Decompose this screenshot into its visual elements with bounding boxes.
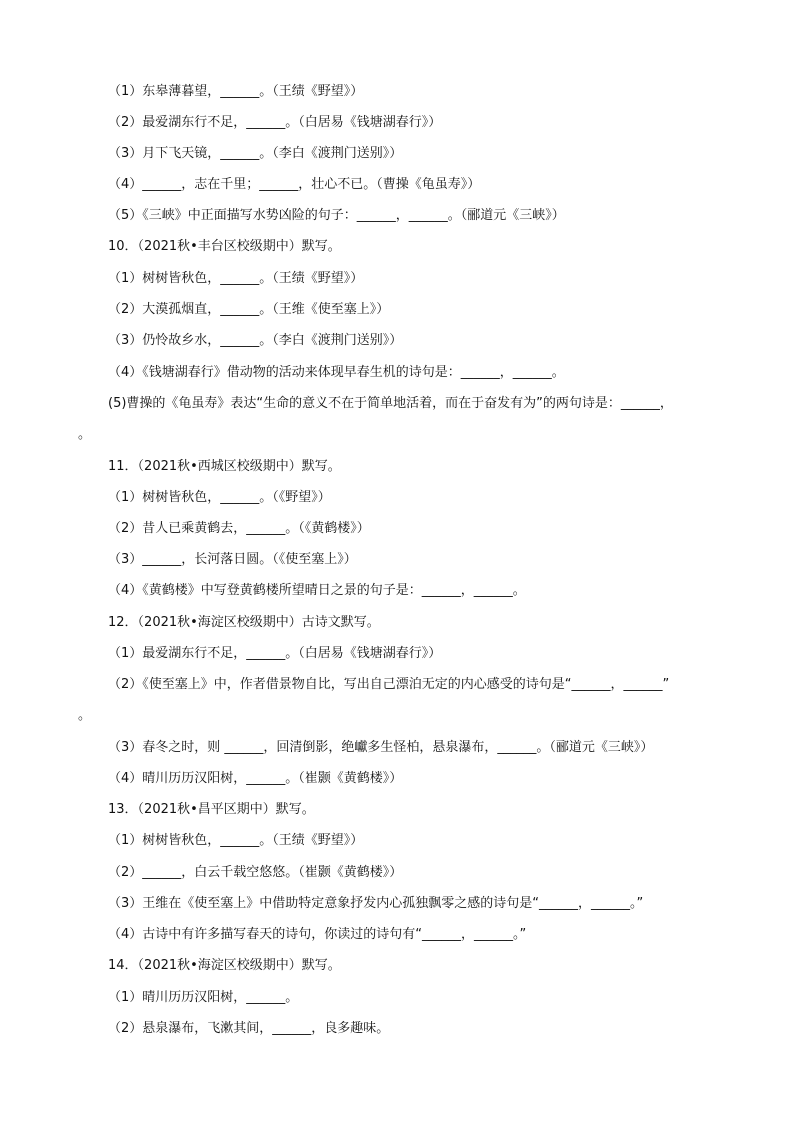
question-item: （4）《黄鹤楼》中写登黄鹤楼所望晴日之景的句子是：______，______。 — [108, 583, 526, 598]
question-item: （4）______，志在千里；______，壮心不已。（曹操《龟虽寿》） — [108, 177, 481, 192]
question-item: （3）春冬之时，则 ______，回清倒影，绝巘多生怪柏，悬泉瀑布，______。（郦道元《三峡》） — [108, 740, 654, 755]
question-heading: 11．（2021秋•西城区校级期中）默写。 — [108, 459, 341, 474]
question-item: （1）树树皆秋色，______。（王绩《野望》） — [108, 271, 364, 286]
question-item: （2）昔人已乘黄鹤去，______。（《黄鹤楼》） — [108, 521, 370, 536]
question-item: （1）最爱湖东行不足，______。（白居易《钱塘湖春行》） — [108, 646, 442, 661]
question-heading: 13．（2021秋•昌平区期中）默写。 — [108, 802, 315, 817]
question-item: （4）晴川历历汉阳树，______。（崔颢《黄鹤楼》） — [108, 771, 403, 786]
question-item: （2）______，白云千载空悠悠。（崔颢《黄鹤楼》） — [108, 865, 403, 880]
continuation-mark: 。 — [78, 427, 92, 442]
question-item: （1）树树皆秋色，______。（王绩《野望》） — [108, 833, 364, 848]
question-item: （4）《钱塘湖春行》借动物的活动来体现早春生机的诗句是：______，______。 — [108, 365, 565, 380]
question-heading: 14．（2021秋•海淀区校级期中）默写。 — [108, 958, 341, 973]
question-item: （2）最爱湖东行不足，______。（白居易《钱塘湖春行》） — [108, 115, 442, 130]
question-item: （2）悬泉瀑布，飞漱其间，______，良多趣味。 — [108, 1021, 390, 1036]
question-item: (5)曹操的《龟虽寿》表达“生命的意义不在于简单地活着，而在于奋发有为”的两句诗是：______， — [108, 396, 673, 411]
question-item: （3）月下飞天镜，______。（李白《渡荆门送别》） — [108, 146, 403, 161]
question-item: （2）大漠孤烟直，______。（王维《使至塞上》） — [108, 302, 390, 317]
question-item: （2）《使至塞上》中，作者借景物自比，写出自己漂泊无定的内心感受的诗句是“______，______” — [108, 677, 670, 692]
question-item: （1）树树皆秋色，______。（《野望》） — [108, 490, 331, 505]
question-item: （4）古诗中有许多描写春天的诗句，你读过的诗句有“______，______。” — [108, 927, 527, 942]
question-heading: 10．（2021秋•丰台区校级期中）默写。 — [108, 239, 341, 254]
question-item: （3）王维在《使至塞上》中借助特定意象抒发内心孤独飘零之感的诗句是“______，______。” — [108, 896, 644, 911]
continuation-mark: 。 — [78, 708, 92, 723]
question-item: （1）晴川历历汉阳树，______。 — [108, 990, 299, 1005]
question-heading: 12．（2021秋•海淀区校级期中）古诗文默写。 — [108, 615, 380, 630]
question-item: （5）《三峡》中正面描写水势凶险的句子：______，______。（郦道元《三峡》） — [108, 208, 565, 223]
question-item: （3）______，长河落日圆。（《使至塞上》） — [108, 552, 357, 567]
question-item: （3）仍怜故乡水，______。（李白《渡荆门送别》） — [108, 333, 403, 348]
question-item: （1）东皋薄暮望，______。（王绩《野望》） — [108, 84, 364, 99]
